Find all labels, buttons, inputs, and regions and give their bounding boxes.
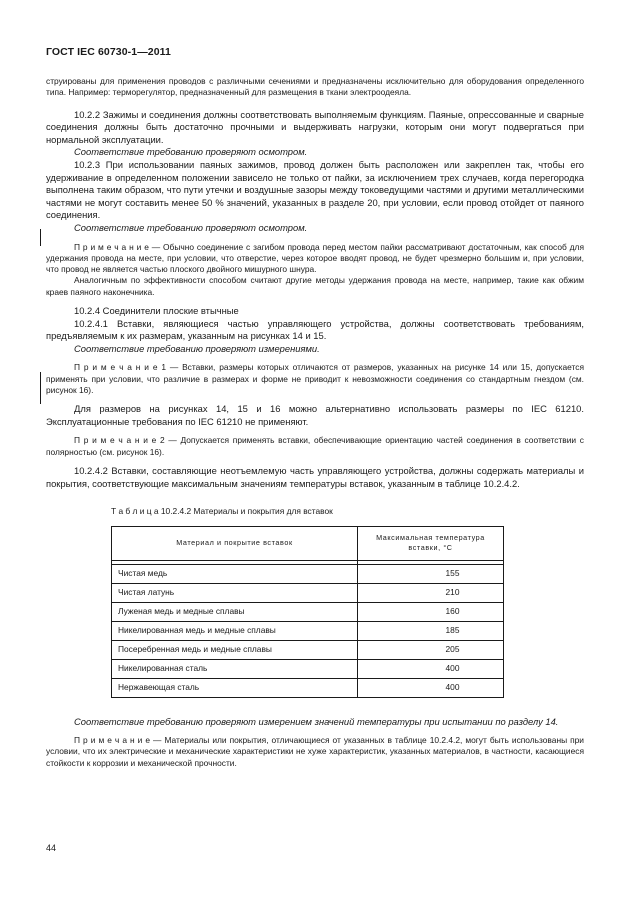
column-header-temperature xyxy=(358,526,504,560)
temperature-cell: 400 xyxy=(358,659,504,678)
note-text: Допускается применять вставки, обеспечивающие ориентацию частей соединения в соответствии с полярностью (см. рисунок 16). xyxy=(46,435,584,457)
compliance-check: Соответствие требованию проверяют осмотром. xyxy=(74,146,308,158)
material-cell: Луженая медь и медные сплавы xyxy=(112,602,358,621)
clause-10-2-4-heading: 10.2.4 Соединители плоские втычные xyxy=(74,305,239,317)
revision-bar xyxy=(40,372,41,404)
table-row xyxy=(112,564,504,583)
temperature-cell: 400 xyxy=(358,678,504,697)
table-row xyxy=(112,583,504,602)
compliance-check: Соответствие требованию проверяют осмотром. xyxy=(74,221,308,233)
note-label: П р и м е ч а н и е 1 — xyxy=(74,362,179,373)
note-label: П р и м е ч а н и е — xyxy=(74,735,162,746)
paragraph: Для размеров на рисунках 14, 15 и 16 можно альтернативно использовать размеры по IEC 61210. Эксплуатационные требования по IEC 61210 не применяют. xyxy=(46,403,584,427)
note-label: П р и м е ч а н и е — xyxy=(74,241,161,252)
table-caption-label: Т а б л и ц а xyxy=(111,506,159,517)
temperature-cell: 210 xyxy=(358,583,504,602)
table-row xyxy=(112,640,504,659)
table-caption-text: 10.2.4.2 Материалы и покрытия для вставок xyxy=(158,506,333,517)
column-header-line: вставки, °С xyxy=(408,543,453,553)
clause-10-2-2: 10.2.2 Зажимы и соединения должны соответствовать выполняемым функциям. Паяные, опрессованные и сварные соединения должны быть достаточно прочными и выдерживать нагрузки, которым они могут подвергаться при нормальной эксплуатации. xyxy=(46,108,584,145)
note-text: Вставки, размеры которых отличаются от размеров, указанных на рисунке 14 или 15, допускается применять при условии, что различие в размерах и форме не приводит к невозможности соединения со стандартным гнездом (см. рисунок 16). xyxy=(46,362,584,395)
column-header-line: Максимальная температура xyxy=(376,533,485,543)
material-cell: Никелированная медь и медные сплавы xyxy=(112,621,358,640)
revision-bar xyxy=(40,229,41,246)
paragraph: струированы для применения проводов с различными сечениями и предназначены исключительно для оборудования определенного типа. Например: терморегулятор, предназначенный для размещения в ткани электроодеяла. xyxy=(46,76,584,98)
note-text: Материалы или покрытия, отличающиеся от указанных в таблице 10.2.4.2, могут быть использованы при условии, что их электрические и механические характеристики не хуже характеристик, указанных материалов, в частности, касающиеся стойкости к коррозии и механической прочности. xyxy=(46,735,584,768)
compliance-check: Соответствие требованию проверяют измерениями. xyxy=(74,342,320,354)
paragraph: Аналогичным по эффективности способом считают другие методы удержания провода на месте, например, такие как обжим краев паяного наконечника. xyxy=(46,275,584,297)
document-body xyxy=(46,76,584,769)
note-label: П р и м е ч а н и е 2 — xyxy=(74,435,177,446)
note-2 xyxy=(46,435,584,458)
temperature-cell: 185 xyxy=(358,621,504,640)
temperature-cell: 155 xyxy=(358,564,504,583)
temperature-cell: 205 xyxy=(358,640,504,659)
clause-10-2-4-1: 10.2.4.1 Вставки, являющиеся частью управляющего устройства, должны соответствовать требованиям, предъявляемым к их размерам, указанным на рисунках 14 и 15. xyxy=(46,317,584,342)
table-row xyxy=(112,602,504,621)
temperature-cell: 160 xyxy=(358,602,504,621)
table-row xyxy=(112,678,504,697)
material-cell: Нержавеющая сталь xyxy=(112,678,358,697)
note-1 xyxy=(46,362,584,396)
table-row xyxy=(112,659,504,678)
note xyxy=(46,242,584,276)
document-header: ГОСТ IEC 60730-1—2011 xyxy=(46,46,171,58)
material-cell: Никелированная сталь xyxy=(112,659,358,678)
column-header-material: Материал и покрытие вставок xyxy=(112,526,358,560)
table-caption xyxy=(111,506,584,517)
material-cell: Чистая латунь xyxy=(112,583,358,602)
compliance-check: Соответствие требованию проверяют измерением значений температуры при испытании по разделу 14. xyxy=(74,715,559,727)
clause-10-2-3: 10.2.3 При использовании паяных зажимов, провод должен быть расположен или закреплен так, чтобы его удерживание в определенном положении зависело не только от пайки, за исключением трех случаев, когда перегородка выполнена таким образом, что пути утечки и воздушные зазоры между токоведущими частями и другими металлическими частями не могут составить менее 50 % значений, указанных в разделе 20, при условии, если провод отойдет от паяного соединения. xyxy=(46,158,584,221)
material-cell: Чистая медь xyxy=(112,564,358,583)
page-number: 44 xyxy=(46,843,57,853)
materials-table xyxy=(111,526,504,698)
clause-10-2-4-2: 10.2.4.2 Вставки, составляющие неотъемлемую часть управляющего устройства, должны содержать материалы и покрытия, соответствующие максимальным значениям температуры вставок, указанным в таблице 10.2.4.2. xyxy=(46,465,584,489)
note-text: Обычно соединение с загибом провода перед местом пайки рассматривают достаточным, как способ для удержания провода на месте, при условии, что отверстие, через которое вводят провод, не будет чрезмерно большим и, при условии, что провод не является частью плоского двойного мишурного шнура. xyxy=(46,241,584,275)
material-cell: Посеребренная медь и медные сплавы xyxy=(112,640,358,659)
table-header-row xyxy=(112,526,504,560)
note xyxy=(46,735,584,769)
table-row xyxy=(112,621,504,640)
